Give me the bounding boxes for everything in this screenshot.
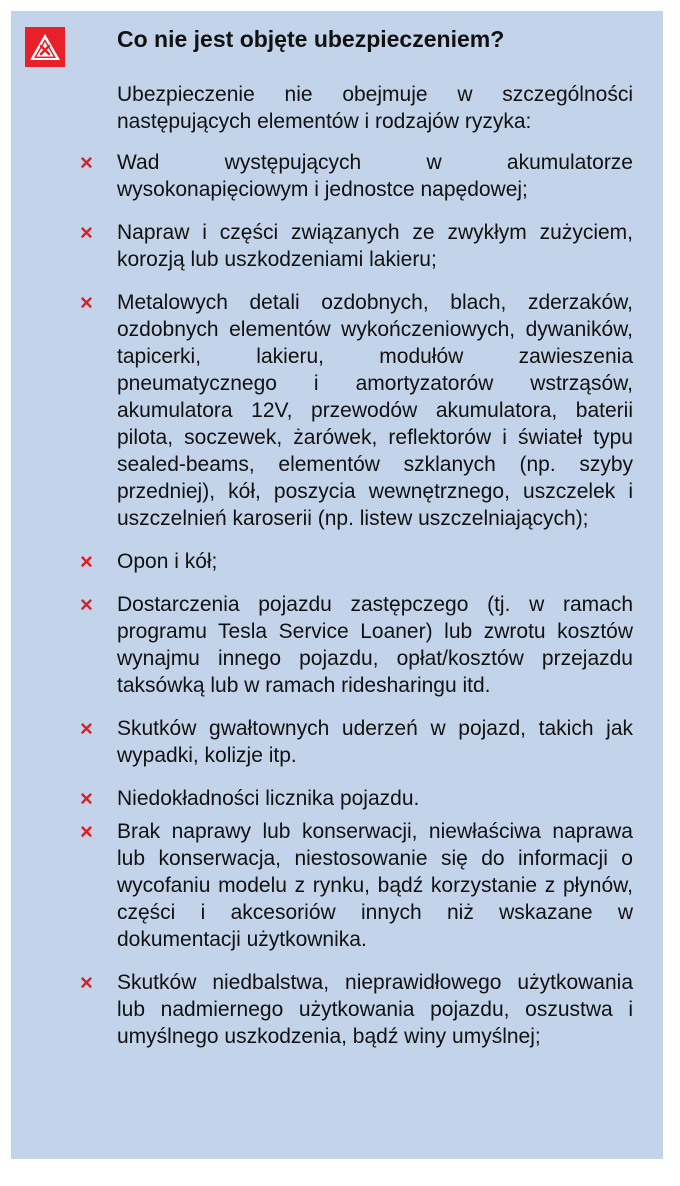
cross-icon: × [80, 819, 93, 844]
list-item-text: Metalowych detali ozdobnych, blach, zderzaków, ozdobnych elementów wykończeniowych, dywaników, tapicerki, lakieru, modułów zawieszenia pneumatycznego i amortyzatorów wstrząsów, akumulatora 12V, przewodów akumulatora, baterii pilota, soczewek, żarówek, reflektorów i świateł typu sealed-beams, elementów szklanych (np. szyby przedniej), kół, poszycia wewnętrznego, uszczelek i uszczelnień karoserii (np. listew uszczelniających); [117, 291, 633, 530]
cross-icon: × [80, 549, 93, 574]
warning-triangle-x-icon [25, 27, 65, 67]
cross-icon: × [80, 290, 93, 315]
section-title: Co nie jest objęte ubezpieczeniem? [117, 26, 505, 52]
list-item [11, 969, 633, 1050]
list-item [11, 289, 633, 532]
list-item [11, 219, 633, 273]
list-item [11, 591, 633, 699]
exclusions-list [11, 149, 663, 1066]
list-item [11, 785, 633, 812]
list-item-text: Napraw i części związanych ze zwykłym zużyciem, korozją lub uszkodzeniami lakieru; [117, 221, 633, 271]
list-item [11, 818, 633, 953]
cross-icon: × [80, 150, 93, 175]
cross-icon: × [80, 592, 93, 617]
list-item [11, 715, 633, 769]
list-item-text: Skutków niedbalstwa, nieprawidłowego użytkowania lub nadmiernego użytkowania pojazdu, oszustwa i umyślnego uszkodzenia, bądź winy umyślnej; [117, 971, 633, 1048]
cross-icon: × [80, 716, 93, 741]
list-item [11, 548, 633, 575]
intro-paragraph: Ubezpieczenie nie obejmuje w szczególności następujących elementów i rodzajów ryzyka: [117, 83, 633, 133]
exclusions-panel [11, 11, 663, 1159]
list-item [11, 149, 633, 203]
cross-icon: × [80, 786, 93, 811]
list-item-text: Dostarczenia pojazdu zastępczego (tj. w ramach programu Tesla Service Loaner) lub zwrotu kosztów wynajmu innego pojazdu, opłat/kosztów przejazdu taksówką lub w ramach ridesharingu itd. [117, 593, 633, 697]
list-item-text: Opon i kół; [117, 550, 218, 573]
cross-icon: × [80, 220, 93, 245]
cross-icon: × [80, 970, 93, 995]
list-item-text: Brak naprawy lub konserwacji, niewłaściwa naprawa lub konserwacja, niestosowanie się do informacji o wycofaniu modelu z rynku, bądź korzystanie z płynów, części i akcesoriów innych niż wskazane w dokumentacji użytkownika. [117, 820, 633, 951]
list-item-text: Niedokładności licznika pojazdu. [117, 787, 420, 810]
list-item-text: Skutków gwałtownych uderzeń w pojazd, takich jak wypadki, kolizje itp. [117, 717, 633, 767]
list-item-text: Wad występujących w akumulatorze wysokonapięciowym i jednostce napędowej; [117, 151, 633, 201]
